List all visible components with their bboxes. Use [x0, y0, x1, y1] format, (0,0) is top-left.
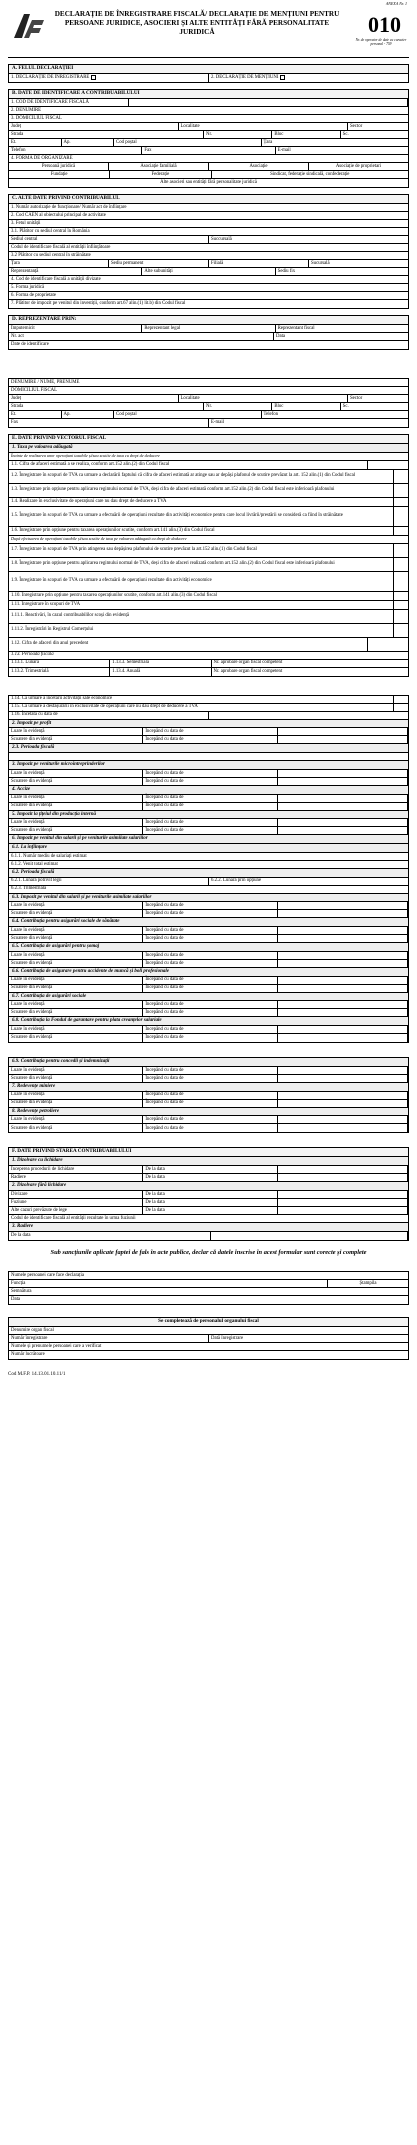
e-1112[interactable]: 1.11.2. Înregistrări în Registrul Comerțului: [9, 624, 394, 637]
form-number: 010: [368, 12, 401, 37]
sign-data[interactable]: Data: [11, 1297, 21, 1303]
tara-field[interactable]: Țara: [263, 139, 273, 145]
e-631-date[interactable]: Începând cu data de: [143, 902, 277, 909]
e-22[interactable]: Scoatere din evidență: [9, 736, 143, 743]
localitate-field[interactable]: Localitate: [179, 123, 349, 130]
e-682-date[interactable]: Începând cu data de: [143, 1034, 277, 1042]
succursala[interactable]: Succursală: [211, 236, 232, 242]
e-642-date[interactable]: Începând cu data de: [143, 935, 277, 942]
fiscal-den[interactable]: Denumire organ fiscal: [11, 1327, 54, 1333]
org-pj[interactable]: Persoană juridică: [9, 163, 109, 170]
e-632-date[interactable]: Începând cu data de: [143, 910, 277, 917]
section-d: [8, 315, 409, 350]
e-112[interactable]: 1.12. Cifra de afaceri din anul precedent: [9, 638, 368, 651]
e-110[interactable]: 1.10. Înregistrare prin opțiune pentru taxarea operațiunilor scutite, conform art.141 alin.(3) din Codul fiscal: [9, 592, 394, 600]
anaf-logo: [12, 12, 46, 40]
e-621[interactable]: 6.2.1. Lunară potrivit legii: [9, 878, 209, 885]
rep-domiciliu: DOMICILIUL FISCAL: [11, 387, 58, 393]
e-681-date[interactable]: Începând cu data de: [143, 1026, 277, 1033]
rep-ap[interactable]: Ap.: [62, 411, 115, 418]
e-81-date[interactable]: Începând cu data de: [143, 1116, 277, 1123]
rep-sc[interactable]: Sc.: [342, 403, 349, 409]
c-row-31: 3.1. Plătitor cu sediul central în România: [11, 228, 90, 234]
c-row-2[interactable]: 2. Cod CAEN al obiectului principal de activitate: [11, 212, 106, 218]
e-16-box[interactable]: [394, 527, 408, 535]
e-s4: 4. Accize: [9, 786, 408, 795]
e-1131[interactable]: 1.13.1. Lunară: [9, 660, 110, 667]
e-72-date[interactable]: Începând cu data de: [143, 1100, 277, 1107]
fiscal-lucr[interactable]: Număr lucrătoare: [11, 1352, 45, 1358]
org-as[interactable]: Asociație: [209, 163, 309, 170]
e-110-box[interactable]: [394, 592, 408, 600]
nr-field[interactable]: Nr.: [204, 131, 272, 138]
f-radiere[interactable]: Radiere: [9, 1174, 143, 1181]
e-641[interactable]: Luare în evidență: [9, 927, 143, 934]
e-s65: 6.5. Contribuția de asigurări pentru șomaj: [9, 943, 408, 952]
c-filiala[interactable]: Filială: [209, 260, 309, 267]
form-page: [8, 6, 409, 1378]
e-71[interactable]: Luare în evidență: [9, 1092, 143, 1099]
e-52-date[interactable]: Începând cu data de: [143, 827, 277, 834]
org-ap[interactable]: Asociație de proprietari: [335, 163, 382, 169]
e-21-date[interactable]: Începând cu data de: [143, 728, 277, 735]
annex-label: ANEXA Nr. 1: [385, 1, 407, 6]
e-651[interactable]: Luare în evidență: [9, 952, 143, 959]
c-succ[interactable]: Sucursală: [311, 260, 330, 266]
e-115-box[interactable]: [394, 704, 408, 711]
rep-localitate[interactable]: Localitate: [179, 395, 349, 402]
section-e-cont2: [8, 1057, 409, 1133]
e-s6: 6. Impozit pe venitul din salarii și pe veniturile asimilate salariilor: [9, 835, 408, 844]
forma-org-label: 4. FORMA DE ORGANIZARE: [11, 155, 73, 161]
section-f-title: F. DATE PRIVIND STAREA CONTRIBUABILULUI: [9, 1148, 408, 1157]
org-af[interactable]: Asociație familială: [109, 163, 209, 170]
section-a: [8, 64, 409, 83]
e-671[interactable]: Luare în evidență: [9, 1001, 143, 1008]
org-sindicat[interactable]: Sindicat, federație sindicală, confederație: [270, 171, 350, 177]
e-tva-note2: După efectuarea de operațiuni taxabile și/sau scutite de taxa pe valoarea adăugată cu drept de deducere: [11, 535, 187, 541]
d-rep-fiscal[interactable]: Reprezentant fiscal: [277, 325, 315, 331]
e-s67: 6.7. Contribuția de asigurări sociale: [9, 993, 408, 1002]
e-111[interactable]: 1.11. Înregistrare în scopuri de TVA: [9, 601, 394, 609]
e-642[interactable]: Scoatere din evidență: [9, 935, 143, 942]
e-11[interactable]: 1.1. Cifra de afaceri estimată a se realiza, conform art.152 alin.(2) din Codul fiscal: [9, 461, 368, 469]
section-f: [8, 1147, 409, 1240]
e-692-date[interactable]: Începând cu data de: [143, 1075, 277, 1082]
e-14-box[interactable]: [394, 498, 408, 506]
f-alte[interactable]: Alte cazuri prevăzute de lege: [9, 1207, 143, 1214]
e-41-date[interactable]: Începând cu data de: [143, 795, 277, 802]
section-a-title: A. FELUL DECLARAȚIEI: [9, 65, 408, 74]
rep-judet[interactable]: Județ: [9, 395, 179, 402]
e-11-val[interactable]: [368, 461, 408, 469]
strada-field[interactable]: Strada: [9, 131, 204, 138]
e-114[interactable]: 1.14. Ca urmare a încetării activității sale economice: [9, 696, 394, 703]
f-lichidare[interactable]: Începerea procedurii de lichidare: [9, 1166, 143, 1173]
e-662-date[interactable]: Începând cu data de: [143, 985, 277, 992]
e-s7: 7. Redevențe miniere: [9, 1083, 408, 1092]
e-112-val[interactable]: [368, 638, 408, 651]
section-c-title: C. ALTE DATE PRIVIND CONTRIBUABILUL: [9, 195, 408, 204]
declaration-text: Sub sancțiunile aplicate faptei de fals în acte publice, declar că datele înscrise în acest formular sunt corecte și complete: [50, 1248, 367, 1256]
e-tva-title: 1. Taxa pe valoarea adăugată: [9, 444, 408, 453]
e-113: 1.13. Perioada fiscală: [11, 652, 54, 658]
e-71-date[interactable]: Începând cu data de: [143, 1092, 277, 1099]
f-s2: 2. Dizolvare fără lichidare: [9, 1182, 408, 1191]
e-632[interactable]: Scoatere din evidență: [9, 910, 143, 917]
f-fuziune[interactable]: Fuziune: [9, 1199, 143, 1206]
d-data[interactable]: Data: [276, 333, 286, 339]
telefon-field[interactable]: Telefon: [9, 147, 142, 154]
e-41[interactable]: Luare în evidență: [9, 795, 143, 802]
c-row-5[interactable]: 5. Forma juridică: [11, 284, 45, 290]
e-17-box[interactable]: [394, 544, 408, 557]
rep-sector[interactable]: Sector: [350, 395, 363, 401]
opt-mentiuni[interactable]: 2. DECLARAȚIE DE MENȚIUNI: [209, 74, 408, 82]
sediu-strainatate: 3.2 Plătitor cu sediul central în străinătate: [11, 252, 91, 258]
form-header: [8, 6, 409, 58]
domiciliu-label: 3. DOMICILIUL FISCAL: [11, 115, 62, 121]
cif-label: 1. COD DE IDENTIFICARE FISCALĂ: [9, 99, 129, 106]
e-82[interactable]: Scoatere din evidență: [9, 1124, 143, 1132]
e-12-box[interactable]: [394, 470, 408, 483]
fax-field[interactable]: Fax: [142, 147, 275, 154]
e-s66: 6.6. Contribuția de asigurare pentru accidente de muncă și boli profesionale: [9, 968, 408, 977]
f-fuziune-date[interactable]: De la data: [143, 1199, 277, 1206]
rep-fax[interactable]: Fax: [9, 419, 209, 427]
f-divizare[interactable]: Divizare: [9, 1191, 143, 1198]
e-82-date[interactable]: Începând cu data de: [143, 1124, 277, 1132]
sc-field[interactable]: Sc.: [342, 131, 349, 137]
e-aprob-2[interactable]: Nr. aprobare organ fiscal competent: [213, 668, 283, 674]
e-42-date[interactable]: Începând cu data de: [143, 803, 277, 810]
c-row-4[interactable]: 4. Cod de identificare fiscală a unității divizate: [11, 276, 101, 282]
e-s61: 6.1. La înființare: [9, 844, 408, 853]
e-13-box[interactable]: [394, 484, 408, 497]
e-691[interactable]: Luare în evidență: [9, 1067, 143, 1074]
rep-nr[interactable]: Nr.: [204, 403, 272, 410]
c-reprezentanta[interactable]: Reprezentanță: [9, 268, 142, 275]
e-81[interactable]: Luare în evidență: [9, 1116, 143, 1123]
e-s63: 6.3. Impozit pe venitul din salarii și pe veniturile asimilate salariilor: [9, 894, 408, 903]
rep-denumire[interactable]: DENUMIRE / NUME, PRENUME: [11, 379, 80, 385]
e-1111[interactable]: 1.11.1. Reactivări, în cazul contribuabililor scoși din evidență: [9, 610, 394, 623]
e-s5: 5. Impozit la țițeiul din producția internă: [9, 811, 408, 820]
e-19-box[interactable]: [394, 572, 408, 591]
f-radiere-date[interactable]: De la data: [143, 1174, 277, 1181]
e-111-box[interactable]: [394, 601, 408, 609]
e-14[interactable]: 1.4. Realizare în exclusivitate de operațiuni care nu dau drept de deducere a TVA: [9, 498, 394, 506]
e-116[interactable]: 1.16. Încetată cu data de: [9, 712, 209, 719]
e-s2: 2. Impozit pe profit: [9, 720, 408, 729]
e-16[interactable]: 1.6. Înregistrare prin opțiune pentru taxarea operațiunilor scutite, conform art.141 alin.(3) din Codul fiscal: [9, 527, 394, 535]
rep-strada[interactable]: Strada: [9, 403, 204, 410]
e-611[interactable]: 6.1.1. Număr mediu de salariați estimat: [11, 853, 87, 859]
signature-block: [8, 1271, 409, 1305]
e-12[interactable]: 1.2. Înregistrare în scopuri de TVA ca urmare a declarării faptului că cifra de afaceri estimată ar atinge sau ar depăși plafonul de scutire prevăzut la art. 152 alin.(1) din Codul fiscal: [9, 470, 394, 483]
e-51[interactable]: Luare în evidență: [9, 819, 143, 826]
e-s23: 2.3. Perioada fiscală: [9, 744, 408, 753]
e-662[interactable]: Scoatere din evidență: [9, 985, 143, 992]
e-15-box[interactable]: [394, 507, 408, 526]
opt-inregistrare[interactable]: 1. DECLARAȚIE DE ÎNREGISTRARE: [9, 74, 209, 82]
section-d-title: D. REPREZENTARE PRIN:: [9, 316, 408, 325]
f-alte-date[interactable]: De la data: [143, 1207, 277, 1214]
e-tva-note: Înainte de realizarea unor operațiuni taxabile și/sau scutite de taxa cu drept de deducere: [11, 452, 160, 458]
section-b-title: B. DATE DE IDENTIFICARE A CONTRIBUABILULUI: [9, 90, 408, 99]
section-e-cont: [8, 695, 409, 1044]
fiscal-nume[interactable]: Numele și prenumele persoanei care a verificat: [11, 1343, 102, 1349]
e-s3: 3. Impozit pe veniturile microîntreprinderilor: [9, 761, 408, 770]
c-sediu-fix[interactable]: Sediu fix: [277, 268, 296, 274]
e-aprob-1[interactable]: Nr. aprobare organ fiscal competent: [213, 660, 283, 666]
section-b: [8, 89, 409, 188]
e-623[interactable]: 6.2.3. Trimestrială: [11, 886, 47, 892]
e-42[interactable]: Scoatere din evidență: [9, 803, 143, 810]
e-19[interactable]: 1.9. Înregistrare în scopuri de TVA ca urmare a efectuării de operațiuni rezultate din activități economice: [9, 572, 394, 591]
e-671-date[interactable]: Începând cu data de: [143, 1001, 277, 1008]
e-17[interactable]: 1.7. Înregistrare în scopuri de TVA prin atingerea sau depășirea plafonului de scutire prevăzut la art.152 alin.(1) din Codul fiscal: [9, 544, 394, 557]
org-alte[interactable]: Alte asocieri sau entități fără personalitate juridică: [160, 180, 257, 186]
cod-postal-field[interactable]: Cod poștal: [114, 139, 262, 146]
org-fundatie[interactable]: Fundație: [9, 171, 110, 178]
rep-cod-postal[interactable]: Cod poștal: [114, 411, 262, 418]
sign-semnatura[interactable]: Semnătura: [11, 1288, 32, 1294]
e-672-date[interactable]: Începând cu data de: [143, 1009, 277, 1016]
e-18-box[interactable]: [394, 558, 408, 571]
e-31-date[interactable]: Începând cu data de: [143, 770, 277, 777]
e-13[interactable]: 1.3. Înregistrare prin opțiune pentru aplicarea regimului normal de TVA, deși cifra de afaceri estimată conform art.152 alin.(2) din Codul fiscal este inferioară plafonului: [9, 484, 394, 497]
sign-functia[interactable]: Funcția: [9, 1280, 328, 1287]
cif-field[interactable]: [129, 99, 408, 106]
section-c: [8, 194, 409, 309]
e-114-box[interactable]: [394, 696, 408, 703]
f-divizare-date[interactable]: De la data: [143, 1191, 277, 1198]
email-field[interactable]: E-mail: [277, 147, 291, 153]
section-e: [8, 434, 409, 677]
e-32-date[interactable]: Începând cu data de: [143, 778, 277, 785]
e-21[interactable]: Luare în evidență: [9, 728, 143, 735]
c-row-3: 3. Fetul unității: [11, 220, 41, 226]
e-31[interactable]: Luare în evidență: [9, 770, 143, 777]
e-622[interactable]: 6.2.2. Lunară prin opțiune: [211, 878, 262, 884]
e-682[interactable]: Scoatere din evidență: [9, 1034, 143, 1042]
e-652-date[interactable]: Începând cu data de: [143, 960, 277, 967]
c-alte[interactable]: Alte subunități: [142, 268, 275, 275]
rep-et[interactable]: Et.: [9, 411, 62, 418]
e-1132[interactable]: 1.13.2. Trimestrială: [9, 668, 110, 676]
sediu-central[interactable]: Sediul central: [9, 236, 209, 243]
et-field[interactable]: Et.: [9, 139, 62, 146]
e-51-date[interactable]: Începând cu data de: [143, 819, 277, 826]
rep-bloc[interactable]: Bloc: [272, 403, 340, 410]
form-number-note: Nr. de operator de date cu caracter personal - 759: [355, 38, 407, 47]
bloc-field[interactable]: Bloc: [272, 131, 340, 138]
e-22-date[interactable]: Începând cu data de: [143, 736, 277, 743]
rep-telefon[interactable]: Telefon: [263, 411, 279, 417]
e-672[interactable]: Scoatere din evidență: [9, 1009, 143, 1016]
e-651-date[interactable]: Începând cu data de: [143, 952, 277, 959]
e-681[interactable]: Luare în evidență: [9, 1026, 143, 1033]
e-692[interactable]: Scoatere din evidență: [9, 1075, 143, 1082]
fiscal-nr[interactable]: Număr înregistrare: [9, 1335, 209, 1342]
e-661-date[interactable]: Începând cu data de: [143, 977, 277, 984]
sector-field[interactable]: Sector: [350, 123, 363, 129]
rep-identification: [8, 378, 409, 428]
e-52[interactable]: Scoatere din evidență: [9, 827, 143, 834]
rep-email[interactable]: E-mail: [211, 420, 225, 426]
e-1112-box[interactable]: [394, 624, 408, 637]
e-1134[interactable]: 1.13.4. Anuală: [110, 668, 211, 676]
footer-code: Cod M.F.P. 14.13.01.10.11/1: [8, 1371, 66, 1377]
e-s62: 6.2. Perioada fiscală: [9, 869, 408, 878]
judet-field[interactable]: Județ: [9, 123, 179, 130]
d-rep-legal[interactable]: Reprezentant legal: [142, 325, 275, 332]
f-lichidare-date[interactable]: De la data: [143, 1166, 277, 1173]
e-612[interactable]: 6.1.2. Venit total estimat: [11, 861, 58, 867]
e-1111-box[interactable]: [394, 610, 408, 623]
sign-stampila: Ștampila: [359, 1280, 377, 1286]
e-18[interactable]: 1.8. Înregistrare prin opțiune pentru aplicarea regimului normal de TVA, deși cifra de afaceri realizată conform art.152 alin.(2) din Codul fiscal este inferioară plafonului: [9, 558, 394, 571]
e-661[interactable]: Luare în evidență: [9, 977, 143, 984]
d-nr-act[interactable]: Nr. act: [9, 333, 274, 340]
e-72[interactable]: Scoatere din evidență: [9, 1100, 143, 1107]
e-s69: 6.9. Contribuția pentru concedii și indemnizații: [9, 1058, 408, 1067]
sign-nume[interactable]: Numele persoanei care face declarația: [11, 1272, 84, 1278]
c-sediu-perm[interactable]: Sediu permanent: [109, 260, 209, 267]
f-cif[interactable]: Codul de identificare fiscală al entității rezultate în urma fuziunii: [11, 1215, 136, 1221]
e-1133[interactable]: 1.13.3. Semestrială: [110, 660, 211, 667]
denumire-label: 2. DENUMIRE: [11, 107, 42, 113]
form-title: DECLARAȚIE DE ÎNREGISTRARE FISCALĂ/ DECLARAȚIE DE MENȚIUNI PENTRU PERSOANE JURIDICE, ASOCIERI ȘI ALTE ENTITĂȚI FĂRĂ PERSONALITATE JURIDICĂ: [54, 10, 340, 36]
e-s64: 6.4. Contribuția pentru asigurări sociale de sănătate: [9, 918, 408, 927]
d-imputernicit[interactable]: Împuternicit: [9, 325, 142, 332]
fiscal-title: Se completează de personalul organului fiscal: [9, 1318, 408, 1327]
fiscal-block: [8, 1317, 409, 1360]
cif-entitate[interactable]: Codul de identificare fiscală al entității înființătoare: [11, 244, 111, 250]
d-date-id: Date de identificare: [11, 342, 49, 348]
f-s3: 3. Radiere: [9, 1223, 408, 1232]
org-federatie[interactable]: Federație: [110, 171, 211, 178]
c-row-1[interactable]: 1. Număr autorizație de funcționare/ Număr act de înființare: [11, 204, 127, 210]
e-631[interactable]: Luare în evidență: [9, 902, 143, 909]
c-row-7[interactable]: 7. Plătitor de impozit pe venitul din investiții, conform art.67 alin.(1) lit.b) din Codul fiscal: [11, 301, 186, 307]
e-691-date[interactable]: Începând cu data de: [143, 1067, 277, 1074]
f-radiere3-date[interactable]: De la data: [9, 1232, 211, 1240]
e-116-date[interactable]: [209, 712, 408, 719]
c-row-6[interactable]: 6. Forma de proprietate: [11, 292, 57, 298]
e-115[interactable]: 1.15. Ca urmare a desfășurării în exclusivitate de operațiuni care nu dau drept de deducere a TVA: [9, 704, 394, 711]
f-s1: 1. Dizolvare cu lichidare: [9, 1157, 408, 1166]
e-s68: 6.8. Contribuția la Fondul de garantare pentru plata creanțelor salariale: [9, 1017, 408, 1026]
e-652[interactable]: Scoatere din evidență: [9, 960, 143, 967]
section-e-title: E. DATE PRIVIND VECTORUL FISCAL: [9, 435, 408, 444]
ap-field[interactable]: Ap.: [62, 139, 115, 146]
e-32[interactable]: Scoatere din evidență: [9, 778, 143, 785]
fiscal-data[interactable]: Dată înregistrare: [211, 1335, 244, 1341]
e-641-date[interactable]: Începând cu data de: [143, 927, 277, 934]
e-s8: 8. Redevențe petroliere: [9, 1108, 408, 1117]
e-15[interactable]: 1.5. Înregistrare în scopuri de TVA ca urmare a efectuării de operațiuni rezultate din activități economice pentru care locul livrării/prestării se consideră ca fiind în străinătate: [9, 507, 394, 526]
c-tara[interactable]: Țara: [9, 260, 109, 267]
